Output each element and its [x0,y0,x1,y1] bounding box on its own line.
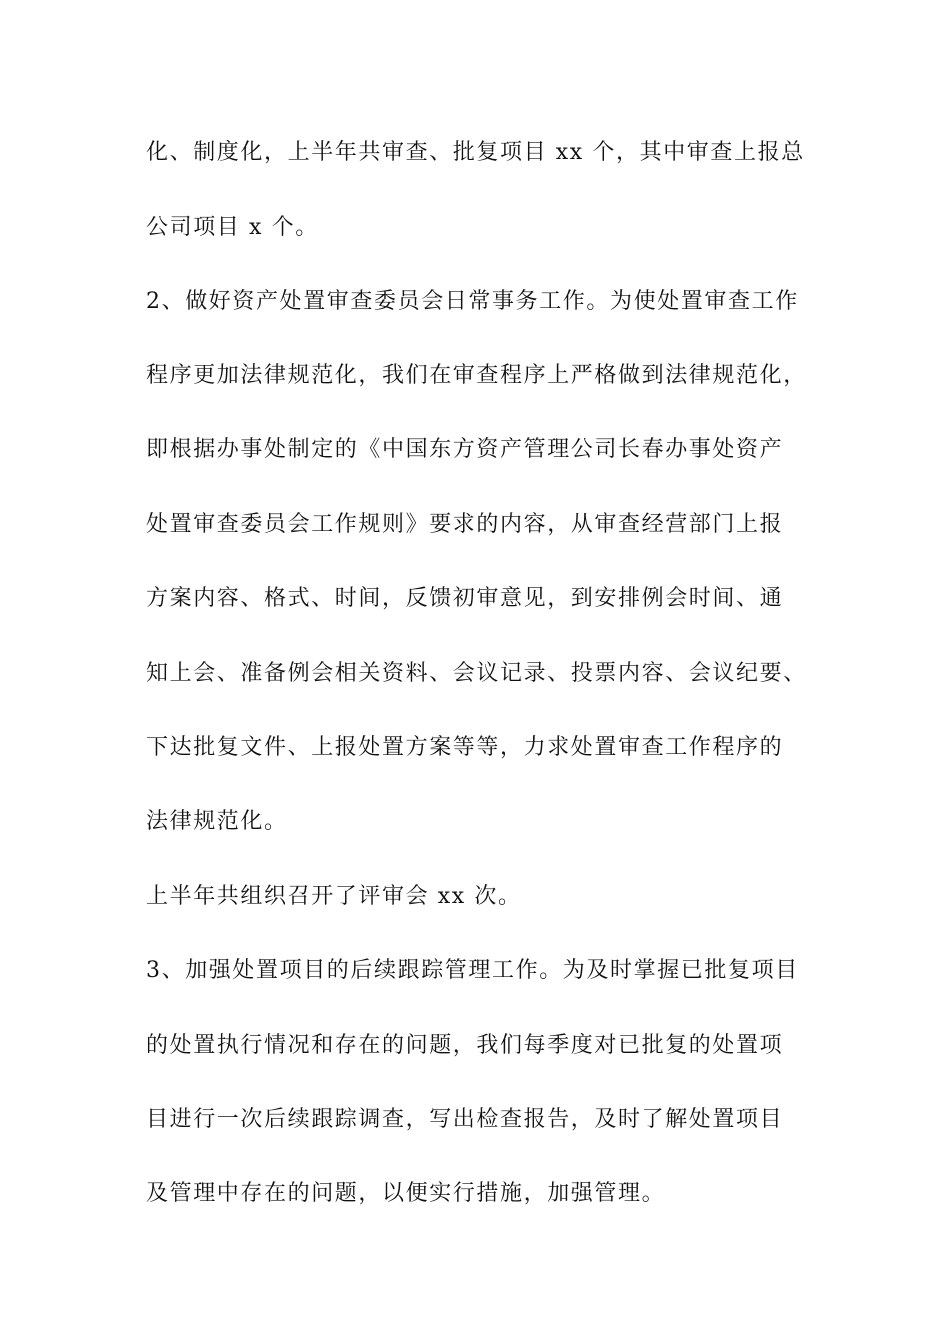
text-line-7: 方案内容、格式、时间，反馈初审意见，到安排例会时间、通 [146,586,784,611]
text-line-2: 公司项目 x 个。 [146,215,319,240]
text-line-3: 2、做好资产处置审查委员会日常事务工作。为使处置审查工作 [146,289,799,314]
text-line-1: 化、制度化，上半年共审查、批复项目 xx 个，其中审查上报总 [146,140,805,165]
text-line-11: 上半年共组织召开了评审会 xx 次。 [146,884,522,909]
text-line-8: 知上会、准备例会相关资料、会议记录、投票内容、会议纪要、 [146,661,807,686]
text-line-13: 的处置执行情况和存在的问题，我们每季度对已批复的处置项 [146,1033,784,1058]
text-line-14: 目进行一次后续跟踪调查，写出检查报告，及时了解处置项目 [146,1107,784,1132]
text-line-12: 3、加强处置项目的后续跟踪管理工作。为及时掌握已批复项目 [146,958,799,983]
text-line-10: 法律规范化。 [146,809,288,834]
text-line-15: 及管理中存在的问题，以便实行措施，加强管理。 [146,1181,666,1206]
text-line-4: 程序更加法律规范化，我们在审查程序上严格做到法律规范化， [146,363,807,388]
text-line-6: 处置审查委员会工作规则》要求的内容，从审查经营部门上报 [146,512,784,537]
text-line-5: 即根据办事处制定的《中国东方资产管理公司长春办事处资产 [146,437,784,462]
text-line-9: 下达批复文件、上报处置方案等等，力求处置审查工作程序的 [146,735,784,760]
